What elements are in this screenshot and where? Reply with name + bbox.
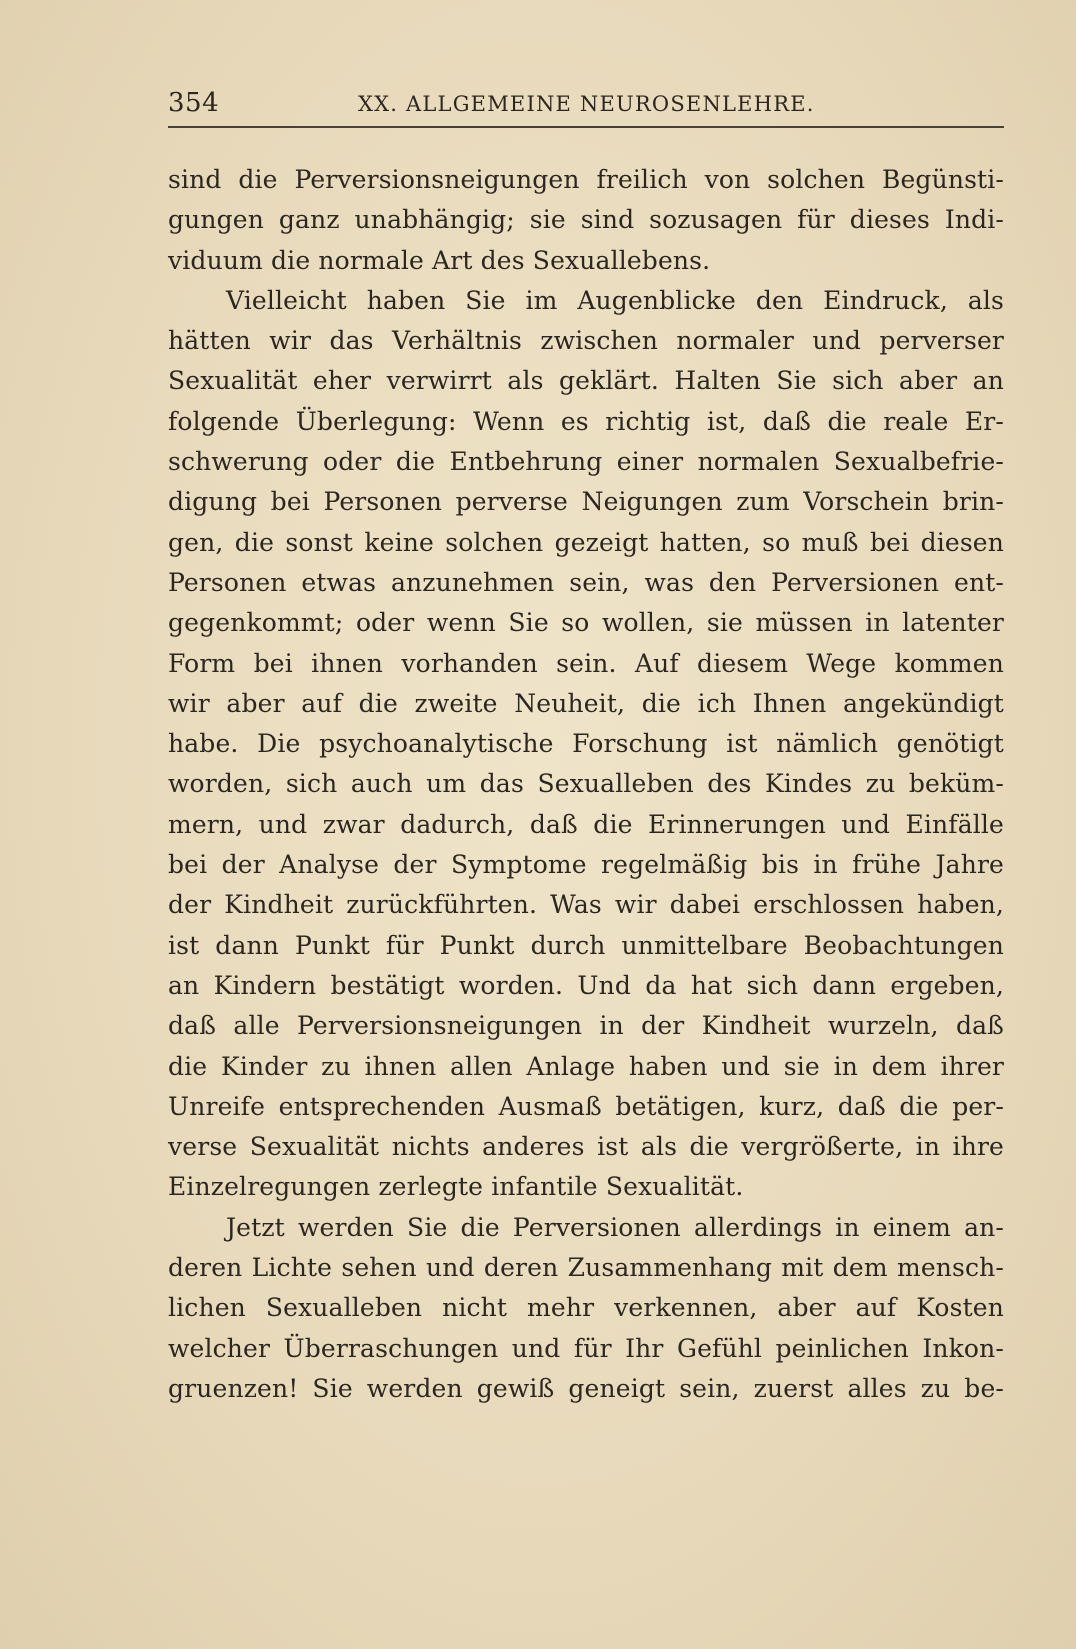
- text-line: habe. Die psychoanalytische Forschung ist nämlich genötigt: [168, 729, 1004, 759]
- page-header: [168, 86, 1004, 126]
- text-line: gen, die sonst keine solchen gezeigt hatten, so muß bei diesen: [168, 527, 1004, 557]
- text-line: deren Lichte sehen und deren Zusammenhang mit dem mensch-: [168, 1253, 1004, 1283]
- text-line: sind die Perversionsneigungen freilich von solchen Begünsti-: [168, 165, 1004, 194]
- text-line: folgende Überlegung: Wenn es richtig ist, daß die reale Er-: [168, 406, 1004, 436]
- text-line: schwerung oder die Entbehrung einer normalen Sexualbefrie-: [168, 447, 1004, 477]
- text-line: worden, sich auch um das Sexualleben des Kindes zu beküm-: [168, 769, 1004, 799]
- text-line: der Kindheit zurückführten. Was wir dabei erschlossen haben,: [168, 890, 1004, 920]
- text-line: viduum die normale Art des Sexuallebens.: [168, 245, 711, 275]
- text-line: digung bei Personen perverse Neigungen zum Vorschein brin-: [168, 487, 1004, 517]
- text-line: die Kinder zu ihnen allen Anlage haben und sie in dem ihrer: [168, 1051, 1004, 1081]
- text-line: wir aber auf die zweite Neuheit, die ich Ihnen angekündigt: [168, 688, 1004, 718]
- text-line: gungen ganz unabhängig; sie sind sozusagen für dieses Indi-: [168, 205, 1004, 235]
- text-line: an Kindern bestätigt worden. Und da hat sich dann ergeben,: [168, 970, 1004, 1000]
- text-line: Personen etwas anzunehmen sein, was den Perversionen ent-: [168, 567, 1004, 597]
- text-line: Sexualität eher verwirrt als geklärt. Halten Sie sich aber an: [168, 366, 1004, 396]
- text-line: Unreife entsprechenden Ausmaß betätigen, kurz, daß die per-: [168, 1091, 1004, 1121]
- text-line: ist dann Punkt für Punkt durch unmittelbare Beobachtungen: [168, 930, 1004, 960]
- text-line: bei der Analyse der Symptome regelmäßig bis in frühe Jahre: [168, 850, 1004, 880]
- text-line: Form bei ihnen vorhanden sein. Auf diesem Wege kommen: [168, 648, 1004, 678]
- text-line: lichen Sexualleben nicht mehr verkennen, aber auf Kosten: [168, 1293, 1004, 1323]
- text-line: Jetzt werden Sie die Perversionen allerdings in einem an-: [226, 1212, 1004, 1242]
- running-head: XX. ALLGEMEINE NEUROSENLEHRE.: [358, 92, 815, 116]
- header-rule: [168, 126, 1004, 128]
- text-line: gruenzen! Sie werden gewiß geneigt sein, zuerst alles zu be-: [168, 1373, 1004, 1403]
- text-line: Vielleicht haben Sie im Augenblicke den Eindruck, als: [226, 285, 1004, 315]
- text-line: daß alle Perversionsneigungen in der Kindheit wurzeln, daß: [168, 1011, 1004, 1041]
- text-line: verse Sexualität nichts anderes ist als die vergrößerte, in ihre: [168, 1132, 1004, 1162]
- text-line: gegenkommt; oder wenn Sie so wollen, sie müssen in latenter: [168, 608, 1004, 638]
- text-line: Einzelregungen zerlegte infantile Sexualität.: [168, 1172, 744, 1202]
- text-line: hätten wir das Verhältnis zwischen normaler und perverser: [168, 326, 1004, 356]
- text-line: welcher Überraschungen und für Ihr Gefühl peinlichen Inkon-: [168, 1333, 1004, 1363]
- page-number: 354: [168, 88, 220, 118]
- body-text: [168, 160, 1004, 1409]
- text-line: mern, und zwar dadurch, daß die Erinnerungen und Einfälle: [168, 809, 1004, 839]
